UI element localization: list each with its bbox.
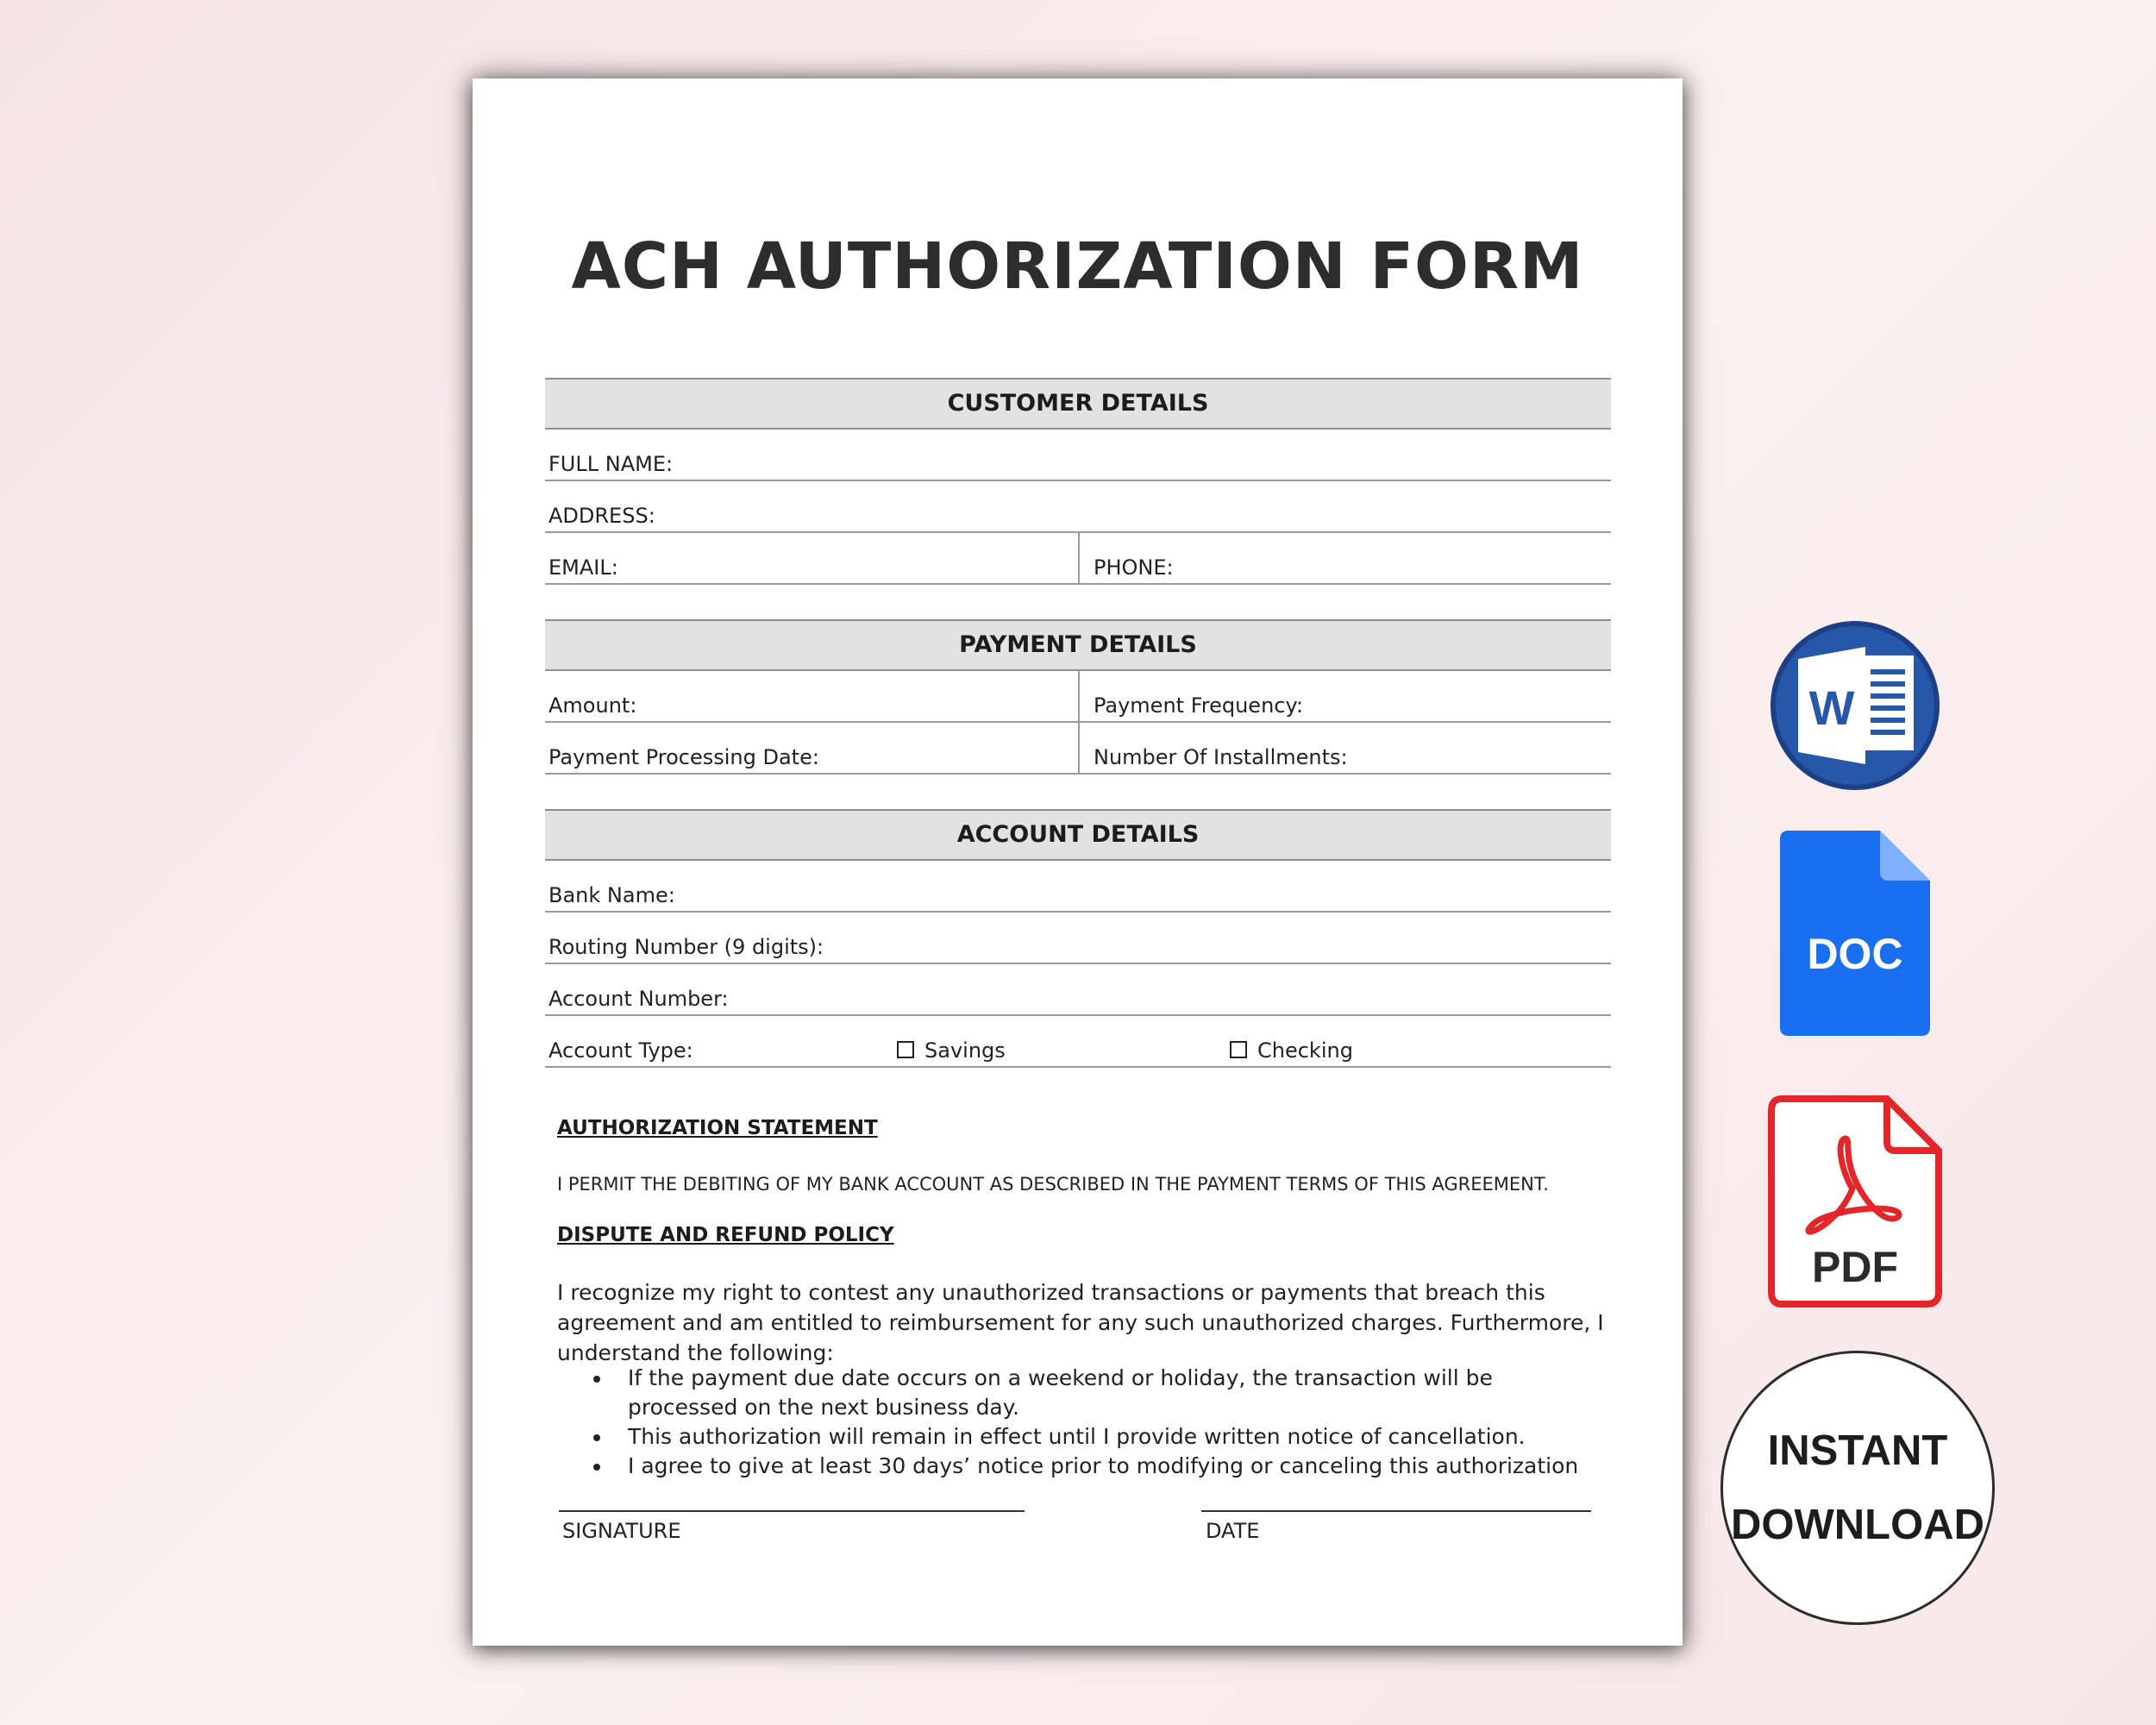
dispute-paragraph: I recognize my right to contest any unauthorized transactions or payments that breach this agreement and am entitled to reimbursement for any such unauthorized charges. Furthermore, I understand the following:: [557, 1280, 1604, 1365]
doc-file-icon: [1778, 831, 1934, 1038]
authorization-statement: I PERMIT THE DEBITING OF MY BANK ACCOUNT AS DESCRIBED IN THE PAYMENT TERMS OF THIS AGREEMENT.: [557, 1174, 1549, 1195]
policy-bullet-list: [557, 1364, 1609, 1481]
column-divider: [1078, 671, 1080, 721]
form-sheet: [473, 78, 1683, 1646]
account-number-label: Account Number:: [548, 987, 729, 1011]
savings-label: Savings: [924, 1038, 1006, 1063]
doc-label: DOC: [1807, 930, 1903, 978]
installments-label: Number Of Installments:: [1094, 745, 1348, 769]
full-name-row[interactable]: [545, 430, 1611, 481]
word-letter: W: [1808, 681, 1855, 735]
checkbox-icon: [1230, 1041, 1247, 1058]
download-label: DOWNLOAD: [1731, 1502, 1984, 1548]
checking-checkbox[interactable]: [1230, 1038, 1353, 1063]
routing-number-row[interactable]: [545, 913, 1611, 964]
word-icon: [1769, 619, 1941, 792]
list-item: If the payment due date occurs on a weekend or holiday, the transaction will be processed on the next business day.: [557, 1364, 1609, 1422]
authorization-heading: AUTHORIZATION STATEMENT: [557, 1117, 878, 1139]
payment-details-header: PAYMENT DETAILS: [545, 619, 1611, 671]
address-row[interactable]: [545, 481, 1611, 533]
payment-frequency-label: Payment Frequency:: [1094, 693, 1304, 718]
checkbox-icon: [897, 1041, 914, 1058]
pdf-file-icon: [1766, 1094, 1944, 1309]
full-name-label: FULL NAME:: [548, 452, 674, 476]
account-number-row[interactable]: [545, 964, 1611, 1016]
pdf-label: PDF: [1812, 1243, 1898, 1291]
column-divider: [1078, 533, 1080, 583]
phone-label: PHONE:: [1094, 555, 1174, 580]
date-label: DATE: [1206, 1519, 1260, 1543]
list-item: This authorization will remain in effect until I provide written notice of cancellation.: [557, 1422, 1609, 1452]
amount-frequency-row: [545, 671, 1611, 723]
bank-name-label: Bank Name:: [548, 883, 675, 907]
form-title: ACH AUTHORIZATION FORM: [571, 229, 1584, 304]
date-line[interactable]: [1201, 1510, 1591, 1512]
email-phone-row: [545, 533, 1611, 585]
signature-label: SIGNATURE: [562, 1519, 681, 1543]
account-type-row: [545, 1016, 1611, 1068]
bank-name-row[interactable]: [545, 861, 1611, 913]
signature-line[interactable]: [559, 1510, 1025, 1512]
instant-label: INSTANT: [1767, 1427, 1948, 1474]
processing-date-label: Payment Processing Date:: [548, 745, 819, 769]
dispute-heading: DISPUTE AND REFUND POLICY: [557, 1224, 894, 1246]
amount-label: Amount:: [548, 693, 637, 718]
savings-checkbox[interactable]: [897, 1038, 1006, 1063]
address-label: ADDRESS:: [548, 504, 655, 528]
customer-details-header: CUSTOMER DETAILS: [545, 378, 1611, 430]
checking-label: Checking: [1257, 1038, 1353, 1063]
email-label: EMAIL:: [548, 555, 618, 580]
date-installments-row: [545, 723, 1611, 775]
routing-number-label: Routing Number (9 digits):: [548, 935, 824, 959]
column-divider: [1078, 723, 1080, 773]
account-type-label: Account Type:: [548, 1038, 693, 1063]
instant-download-badge: [1720, 1351, 1995, 1625]
list-item: I agree to give at least 30 days’ notice prior to modifying or canceling this authorization: [557, 1452, 1609, 1481]
account-details-header: ACCOUNT DETAILS: [545, 809, 1611, 861]
